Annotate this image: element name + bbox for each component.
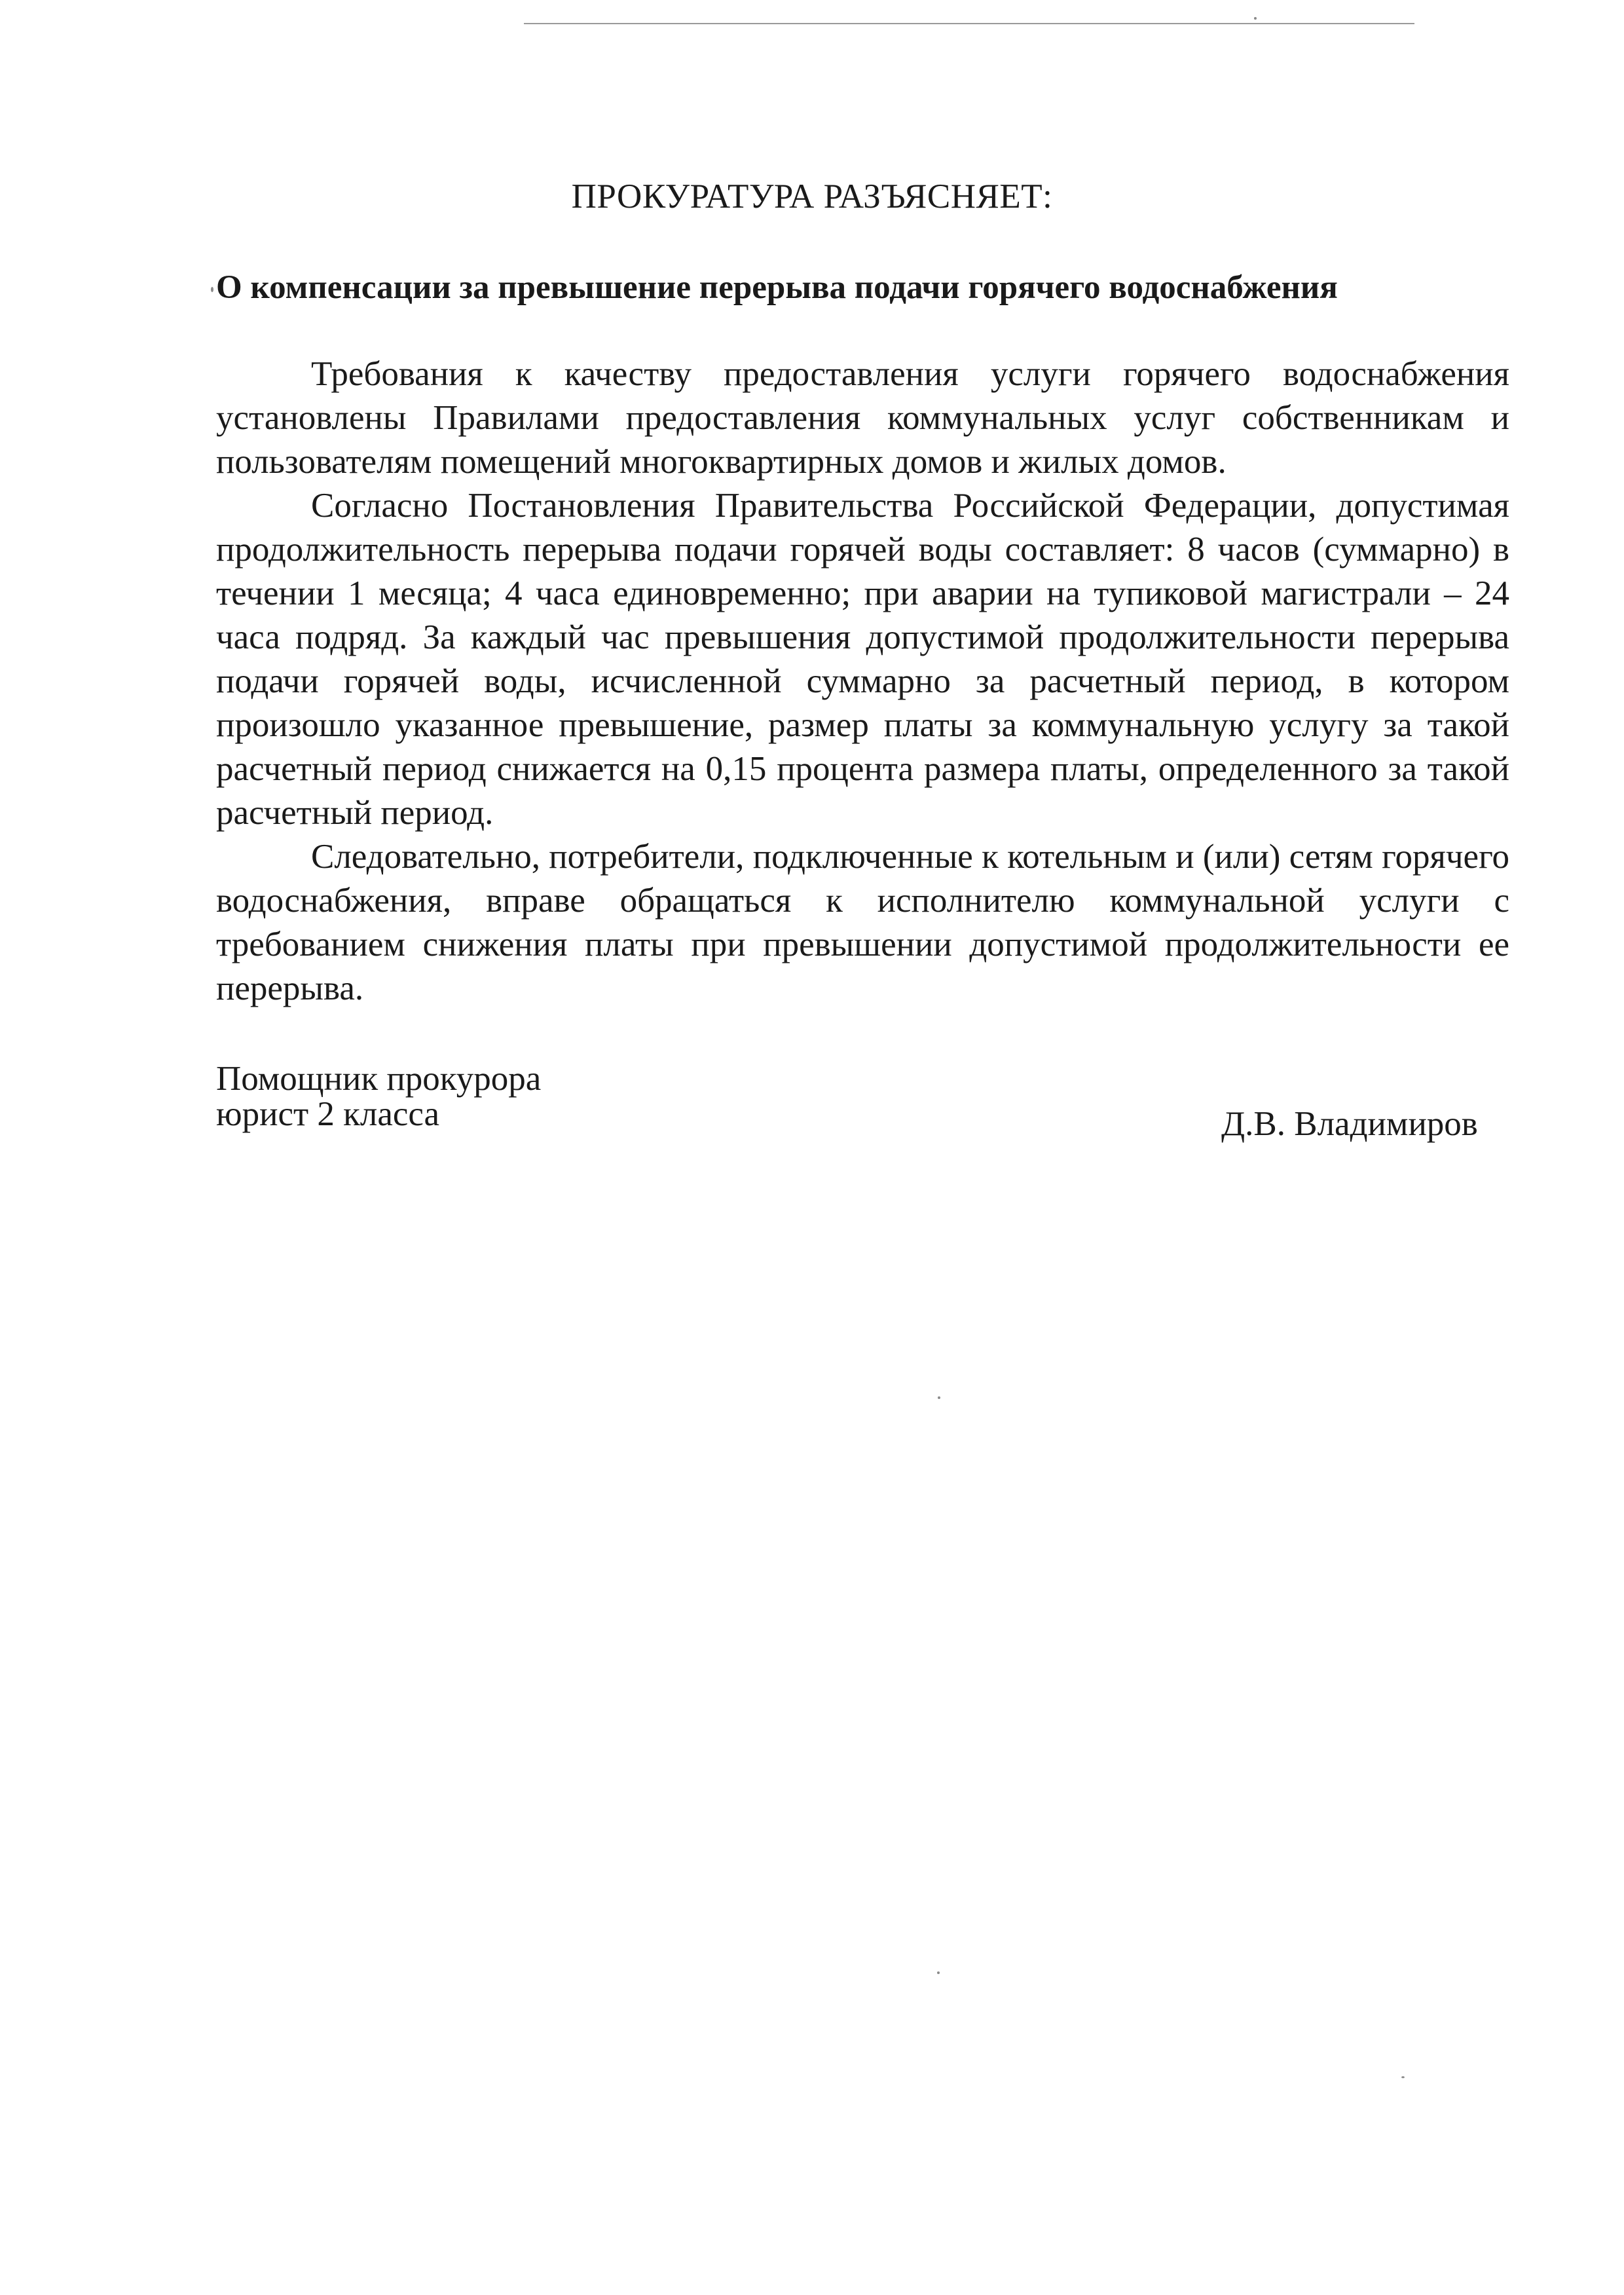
body-paragraph: Требования к качеству предоставления услуги горячего водоснабжения установлены Правилами предоставления коммунальных услуг собственникам и пользователям помещений многоквартирных домов и жилых домов. bbox=[216, 355, 1509, 481]
scan-speck bbox=[938, 1396, 940, 1399]
signatory-name: Д.В. Владимиров bbox=[1221, 1105, 1478, 1143]
scan-speck bbox=[1254, 17, 1257, 20]
signatory-position bbox=[216, 1061, 541, 1132]
body-paragraph: Следовательно, потребители, подключенные к котельным и (или) сетям горячего водоснабжения, вправе обращаться к исполнителю коммунальной услуги с требованием снижения платы при превышении допустимой продолжительности ее перерыва. bbox=[216, 838, 1509, 1007]
scan-speck bbox=[937, 1971, 940, 1974]
signatory-position-line: Помощник прокурора bbox=[216, 1060, 542, 1098]
body-paragraph: Согласно Постановления Правительства Российской Федерации, допустимая продолжительность перерыва подачи горячей воды составляет: 8 часов (суммарно) в течении 1 месяца; 4 часа единовременно; при аварии на тупиковой магистрали – 24 часа подряд. За каждый час превышения допустимой продолжительности перерыва подачи горячей воды, исчисленной суммарно за расчетный период, в котором произошло указанное превышение, размер платы за коммунальную услугу за такой расчетный период снижается на 0,15 процента размера платы, определенного за такой расчетный период. bbox=[216, 487, 1509, 832]
scan-speck bbox=[1401, 2076, 1405, 2078]
document-body bbox=[216, 352, 1509, 1011]
document-subject: О компенсации за превышение перерыва подачи горячего водоснабжения bbox=[216, 269, 1338, 306]
signatory-rank-line: юрист 2 класса bbox=[216, 1095, 440, 1133]
scan-edge-line bbox=[524, 23, 1414, 24]
scan-speck bbox=[211, 287, 213, 292]
document-header: ПРОКУРАТУРА РАЗЪЯСНЯЕТ: bbox=[571, 177, 1053, 215]
